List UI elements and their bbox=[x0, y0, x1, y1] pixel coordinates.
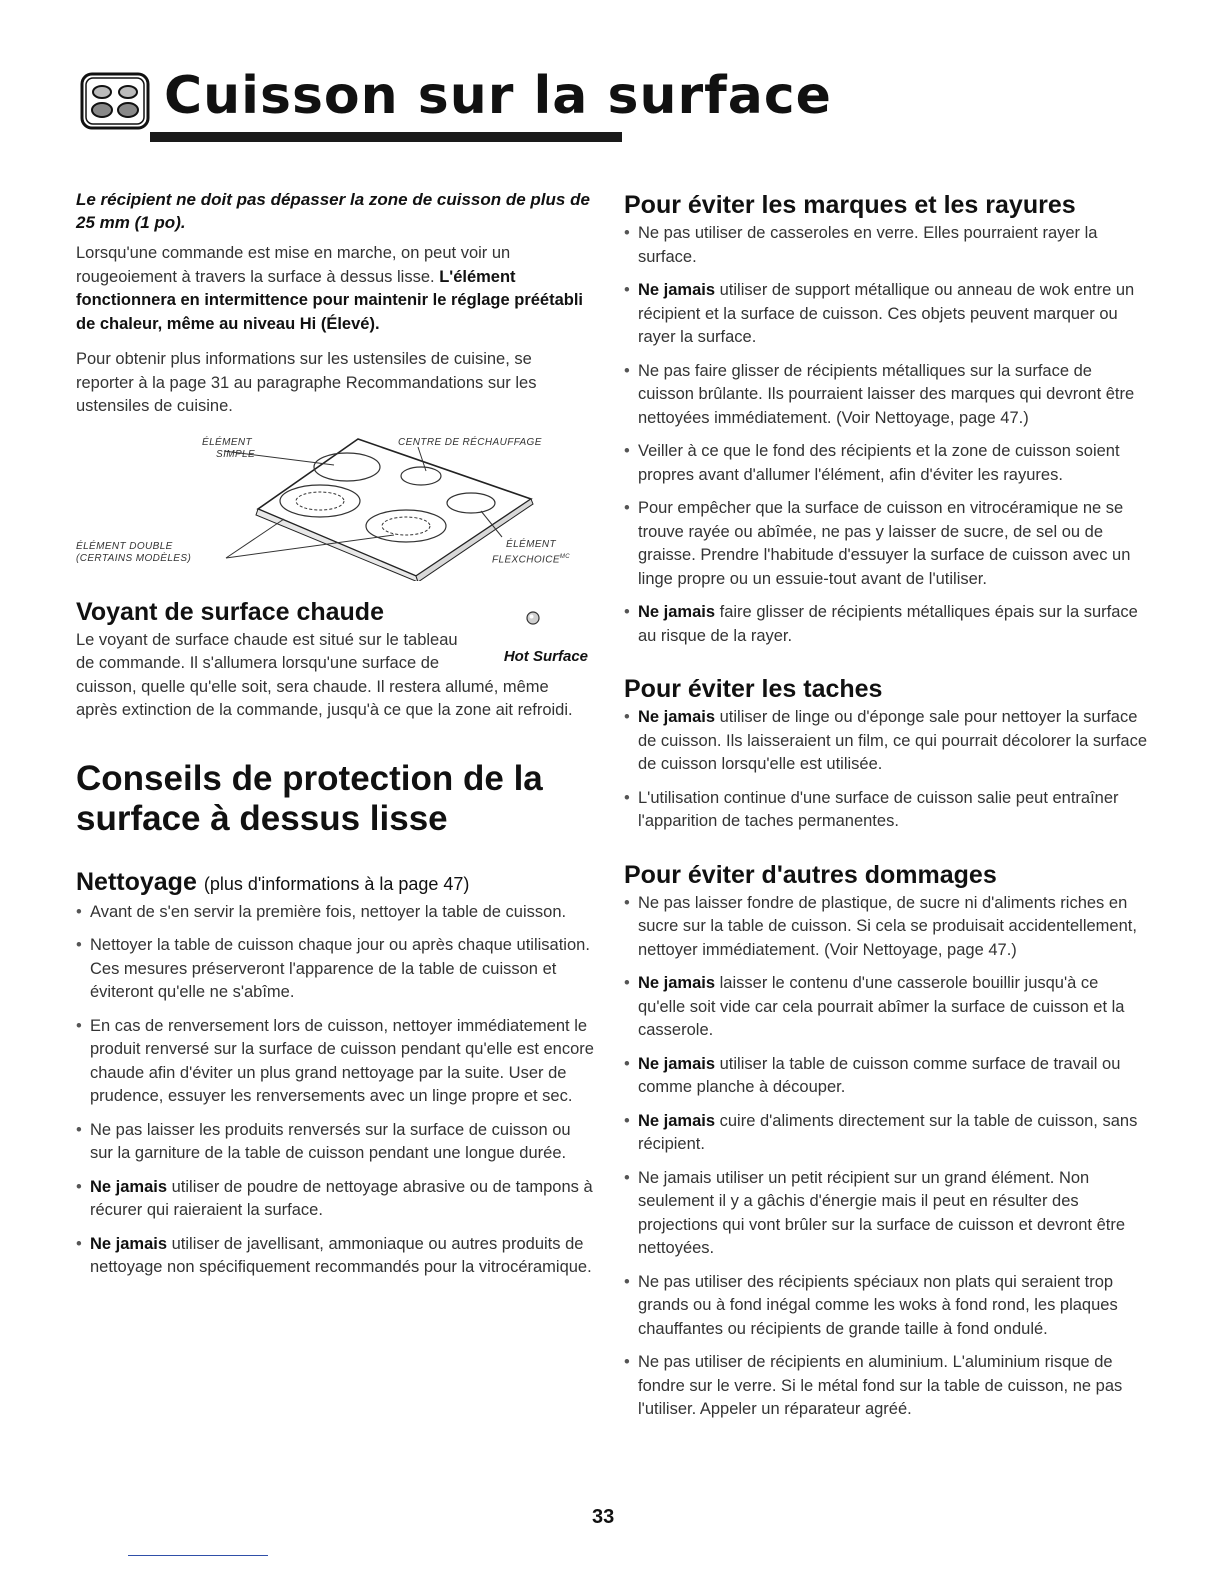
hot-surface-text-1: Le voyant de surface chaude est situé sur le tableau bbox=[76, 630, 458, 649]
list-item-text: utiliser de poudre de nettoyage abrasive ou de tampons à récurer qui raieraient la surface. bbox=[90, 1177, 593, 1219]
list-item bbox=[624, 1110, 1148, 1157]
list-item bbox=[624, 787, 1148, 834]
left-column bbox=[76, 188, 594, 1294]
list-item-text: Ne pas faire glisser de récipients métalliques sur la surface de cuisson brûlante. Ils pourraient laisser des marques qui devront être nettoyées immédiatement. (Voir Nettoyage, page 47.) bbox=[638, 361, 1135, 427]
hot-surface-label: Hot Surface bbox=[503, 647, 588, 665]
list-item-text: Ne pas utiliser de récipients en aluminium. L'aluminium risque de fondre sur le verre. Si le métal fond sur la table de cuisson, ne pas l'utiliser. Appeler un réparateur agréé. bbox=[638, 1353, 1123, 1418]
cleaning-heading-text: Nettoyage bbox=[76, 867, 197, 896]
scratches-heading: Pour éviter les marques et les rayures bbox=[624, 191, 1076, 219]
label-flexchoice-line2: FLEXCHOICE bbox=[492, 553, 560, 565]
indicator-light-icon bbox=[526, 611, 540, 625]
list-item bbox=[624, 360, 1148, 431]
list-item bbox=[624, 892, 1148, 963]
list-item-text: En cas de renversement lors de cuisson, nettoyer immédiatement le produit renversé sur la surface de cuisson pendant qu'elle est encore chaude afin d'éviter un plus grand nettoyage par la suite. User de prudence, essuyer les renversements avec un linge propre et sec. bbox=[90, 1016, 594, 1105]
list-item-lead: Ne jamais bbox=[90, 1177, 168, 1196]
label-warming-center: CENTRE DE RÉCHAUFFAGE bbox=[398, 436, 542, 448]
list-item bbox=[624, 601, 1148, 648]
list-item-text: Veiller à ce que le fond des récipients et la zone de cuisson soient propres avant d'allumer l'élément, afin d'éviter les rayures. bbox=[638, 442, 1120, 484]
page-title: Cuisson sur la surface bbox=[164, 66, 832, 126]
list-item-text: utiliser de support métallique ou anneau de wok entre un récipient et la surface de cuisson. Ces objets peuvent marquer ou rayer la surface. bbox=[638, 281, 1135, 346]
label-flexchoice-mark: MC bbox=[559, 553, 571, 560]
list-item-lead: Ne jamais bbox=[638, 1111, 716, 1130]
list-item-text: L'utilisation continue d'une surface de cuisson salie peut entraîner l'apparition de taches permanentes. bbox=[638, 788, 1119, 830]
cookware-reference-paragraph: Pour obtenir plus informations sur les ustensiles de cuisine, se reporter à la page 31 au paragraphe Recommandations sur les ustensiles de cuisine. bbox=[76, 350, 537, 415]
list-item bbox=[624, 1167, 1148, 1261]
protection-tips-heading: Conseils de protection de la surface à dessus lisse bbox=[76, 758, 543, 838]
intro-warning: Le récipient ne doit pas dépasser la zone de cuisson de plus de 25 mm (1 po). bbox=[76, 190, 590, 232]
label-simple-element-line2: SIMPLE bbox=[216, 448, 256, 460]
list-item-text: utiliser la table de cuisson comme surface de travail ou comme planche à découper. bbox=[638, 1054, 1121, 1096]
list-item bbox=[76, 1015, 594, 1109]
list-item-text: utiliser de linge ou d'éponge sale pour nettoyer la surface de cuisson. Ils laisseraient un film, ce qui pourrait décolorer la surface de cuisson lorsqu'elle est utilisée. bbox=[638, 708, 1147, 773]
list-item-text: Ne jamais utiliser un petit récipient sur un grand élément. Non seulement il y a gâchis d'énergie mais il peut en résulter des projections qui vont brûler sur la surface de cuisson et devront être nettoyées. bbox=[638, 1168, 1126, 1257]
label-flexchoice-line1: ÉLÉMENT bbox=[506, 538, 557, 550]
list-item-text: Ne pas utiliser de casseroles en verre. Elles pourraient rayer la surface. bbox=[638, 224, 1098, 266]
label-double-element bbox=[76, 541, 191, 565]
list-item bbox=[624, 1271, 1148, 1342]
hot-surface-heading: Voyant de surface chaude bbox=[76, 597, 384, 626]
list-item-lead: Ne jamais bbox=[90, 1234, 168, 1253]
list-item bbox=[76, 901, 594, 925]
list-item bbox=[624, 972, 1148, 1043]
list-item-lead: Ne jamais bbox=[638, 974, 716, 992]
list-item bbox=[624, 222, 1148, 269]
list-item-text: Avant de s'en servir la première fois, nettoyer la table de cuisson. bbox=[90, 902, 567, 921]
right-column bbox=[624, 190, 1148, 1436]
list-item bbox=[624, 440, 1148, 487]
label-double-element-line2: (CERTAINS MODÈLES) bbox=[76, 552, 192, 564]
list-item-text: utiliser de javellisant, ammoniaque ou autres produits de nettoyage non spécifiquement recommandés pour la vitrocéramique. bbox=[90, 1234, 592, 1276]
label-simple-element bbox=[202, 437, 255, 461]
list-item bbox=[624, 1053, 1148, 1100]
hot-surface-section bbox=[76, 597, 594, 723]
list-item bbox=[76, 1176, 594, 1223]
list-item bbox=[624, 279, 1148, 350]
list-item bbox=[624, 497, 1148, 591]
list-item-lead: Ne jamais bbox=[638, 281, 716, 299]
label-simple-element-line1: ÉLÉMENT bbox=[202, 436, 253, 448]
label-flexchoice-element bbox=[492, 539, 570, 566]
list-item-text: Ne pas utiliser des récipients spéciaux non plats qui seraient trop grands ou à fond inégal comme les woks à fond rond, les plaques chauffantes ou récipients de grande taille à fond ondulé. bbox=[638, 1272, 1118, 1338]
stains-heading: Pour éviter les taches bbox=[624, 675, 883, 703]
cooktop-icon bbox=[80, 72, 150, 130]
list-item-text: Ne pas laisser les produits renversés sur la surface de cuisson ou sur la garniture de la table de cuisson pendant une longue durée. bbox=[90, 1120, 571, 1162]
hot-surface-text-2: de commande. Il s'allumera lorsqu'une surface de bbox=[76, 654, 440, 672]
intro-paragraph-text: Lorsqu'une commande est mise en marche, on peut voir un rougeoiement à travers la surface à dessus lisse. bbox=[76, 244, 511, 286]
intro-paragraph-bold: L'élément fonctionnera en intermittence pour maintenir le réglage préétabli de chaleur, même au niveau Hi (Élevé). bbox=[76, 267, 584, 333]
cleaning-heading bbox=[76, 867, 594, 899]
hot-surface-text-3: cuisson, quelle qu'elle soit, sera chaude. Il restera allumé, même après extinction de la commande, jusqu'à ce que la zone ait refroidi. bbox=[76, 677, 573, 719]
list-item-text: faire glisser de récipients métalliques épais sur la surface au risque de la rayer. bbox=[638, 603, 1138, 645]
cleaning-heading-note: (plus d'informations à la page 47) bbox=[203, 873, 470, 894]
list-item-text: Pour empêcher que la surface de cuisson en vitrocéramique ne se trouve rayée ou abîmée, ne pas y laisser de sucre, de sel ou de graisse. Prendre l'habitude d'essuyer la surface de cuisson avec un linge propre ou un essuie-tout avant de l'utiliser. bbox=[638, 499, 1131, 588]
list-item-text: laisser le contenu d'une casserole bouillir jusqu'à ce qu'elle soit vide car cela pourrait abîmer la surface de cuisson et la casserole. bbox=[638, 974, 1125, 1039]
list-item-text: Ne pas laisser fondre de plastique, de sucre ni d'aliments riches en sucre sur la table de cuisson. Si cela se produisait accidentellement, nettoyer immédiatement. (Voir Nettoyage, page 47.) bbox=[638, 893, 1137, 959]
list-item bbox=[624, 706, 1148, 777]
other-damage-heading: Pour éviter d'autres dommages bbox=[624, 860, 997, 889]
scratches-list bbox=[624, 222, 1148, 648]
list-item bbox=[76, 1119, 594, 1166]
cleaning-list bbox=[76, 901, 594, 1280]
list-item-lead: Ne jamais bbox=[638, 603, 716, 621]
list-item bbox=[76, 934, 594, 1005]
other-damage-list bbox=[624, 892, 1148, 1422]
list-item-text: Nettoyer la table de cuisson chaque jour ou après chaque utilisation. Ces mesures préserveront l'apparence de la table de cuisson et éviteront qu'elle ne s'abîme. bbox=[90, 936, 590, 1001]
cooktop-diagram bbox=[76, 431, 594, 581]
list-item bbox=[624, 1351, 1148, 1422]
intro-paragraph bbox=[76, 242, 594, 336]
list-item-lead: Ne jamais bbox=[638, 708, 716, 726]
stains-list bbox=[624, 706, 1148, 834]
label-double-element-line1: ÉLÉMENT DOUBLE bbox=[76, 540, 173, 552]
footer-rule bbox=[128, 1555, 268, 1556]
page-number: 33 bbox=[592, 1506, 615, 1528]
title-underline bbox=[150, 132, 622, 142]
list-item-lead: Ne jamais bbox=[638, 1054, 716, 1073]
list-item bbox=[76, 1233, 594, 1280]
list-item-text: cuire d'aliments directement sur la table de cuisson, sans récipient. bbox=[638, 1111, 1138, 1153]
